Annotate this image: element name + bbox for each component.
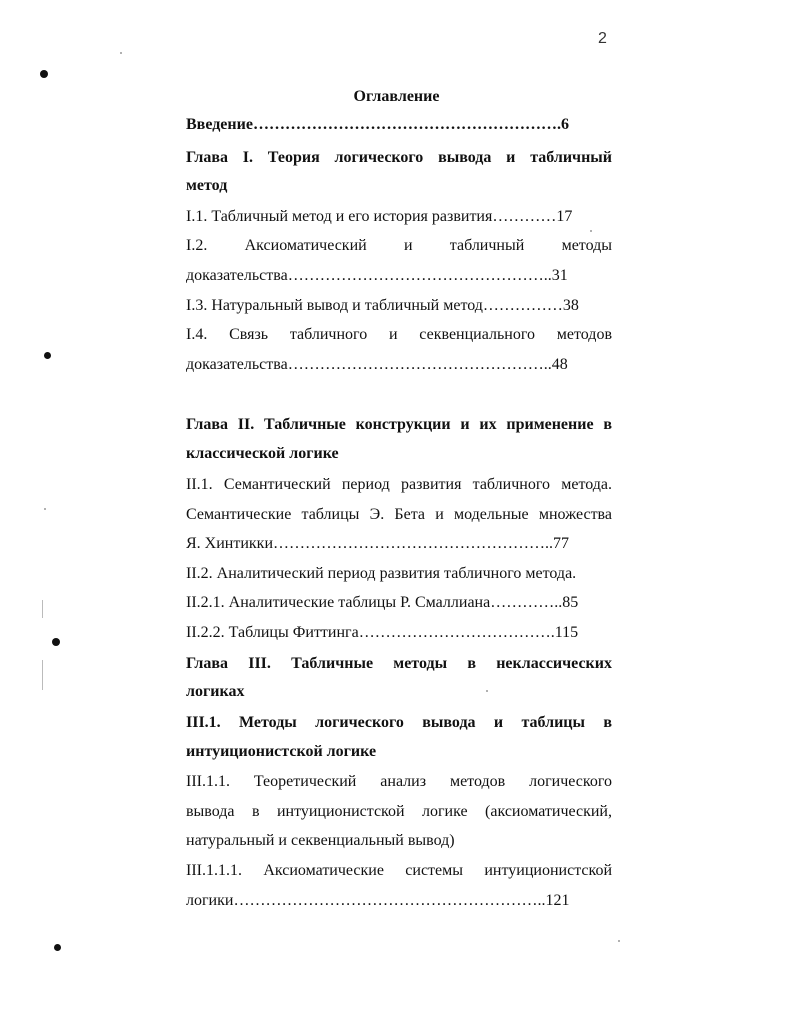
toc-line-chapter3-title-cont: логиках xyxy=(186,683,245,700)
scan-streak xyxy=(42,660,43,690)
toc-line-section-2-1: II.1. Семантический период развития табличного метода. xyxy=(186,476,612,493)
toc-line-chapter2-title-cont: классической логике xyxy=(186,445,339,462)
toc-line-section-2-1-cont: Семантические таблицы Э. Бета и модельные множества xyxy=(186,506,612,523)
toc-line-section-3-1-1-cont: вывода в интуиционистской логике (аксиоматический, xyxy=(186,803,612,820)
scan-speck xyxy=(486,690,488,692)
page-number: 2 xyxy=(598,30,607,47)
toc-heading: Оглавление xyxy=(353,88,440,105)
binder-hole-mark xyxy=(52,638,60,646)
toc-line-section-1-2: I.2. Аксиоматический и табличный методы xyxy=(186,237,612,254)
scan-speck xyxy=(618,940,620,942)
toc-line-section-1-4: I.4. Связь табличного и секвенциального методов xyxy=(186,326,612,343)
scan-streak xyxy=(42,600,43,618)
binder-hole-mark xyxy=(54,944,61,951)
toc-line-section-1-4-cont: доказательства…………………………………………..48 xyxy=(186,356,568,373)
binder-hole-mark xyxy=(44,352,51,359)
toc-line-section-3-1-cont: интуиционистской логике xyxy=(186,743,377,760)
toc-line-section-2-2: II.2. Аналитический период развития табличного метода. xyxy=(186,565,577,582)
toc-line-chapter1-title: Глава I. Теория логического вывода и табличный xyxy=(186,149,612,166)
toc-line-section-2-2-2: II.2.2. Таблицы Фиттинга……………………………….115 xyxy=(186,624,579,641)
toc-line-section-2-2-1: II.2.1. Аналитические таблицы Р. Смаллиана…………..85 xyxy=(186,594,579,611)
toc-line-section-3-1-1: III.1.1. Теоретический анализ методов логического xyxy=(186,773,612,790)
binder-hole-mark xyxy=(40,70,48,78)
toc-line-chapter3-title: Глава III. Табличные методы в неклассических xyxy=(186,655,612,672)
toc-line-chapter1-title-cont: метод xyxy=(186,177,228,194)
toc-line-section-3-1-1-1-cont: логики…………………………………………………..121 xyxy=(186,892,570,909)
toc-line-intro: Введение………………………………………………….6 xyxy=(186,116,569,133)
toc-line-section-1-3: I.3. Натуральный вывод и табличный метод……………38 xyxy=(186,297,579,314)
scan-speck xyxy=(120,52,122,54)
toc-line-chapter2-title: Глава II. Табличные конструкции и их применение в xyxy=(186,416,612,433)
toc-line-section-1-1: I.1. Табличный метод и его история развития…………17 xyxy=(186,208,573,225)
toc-line-section-3-1: III.1. Методы логического вывода и таблицы в xyxy=(186,714,612,731)
scan-speck xyxy=(44,508,46,510)
toc-line-section-2-1-cont2: Я. Хинтикки……………………………………………..77 xyxy=(186,535,570,552)
toc-line-section-3-1-1-1: III.1.1.1. Аксиоматические системы интуиционистской xyxy=(186,862,612,879)
scan-speck xyxy=(590,230,592,232)
toc-line-section-3-1-1-cont2: натуральный и секвенциальный вывод) xyxy=(186,832,455,849)
toc-line-section-1-2-cont: доказательства…………………………………………..31 xyxy=(186,267,568,284)
